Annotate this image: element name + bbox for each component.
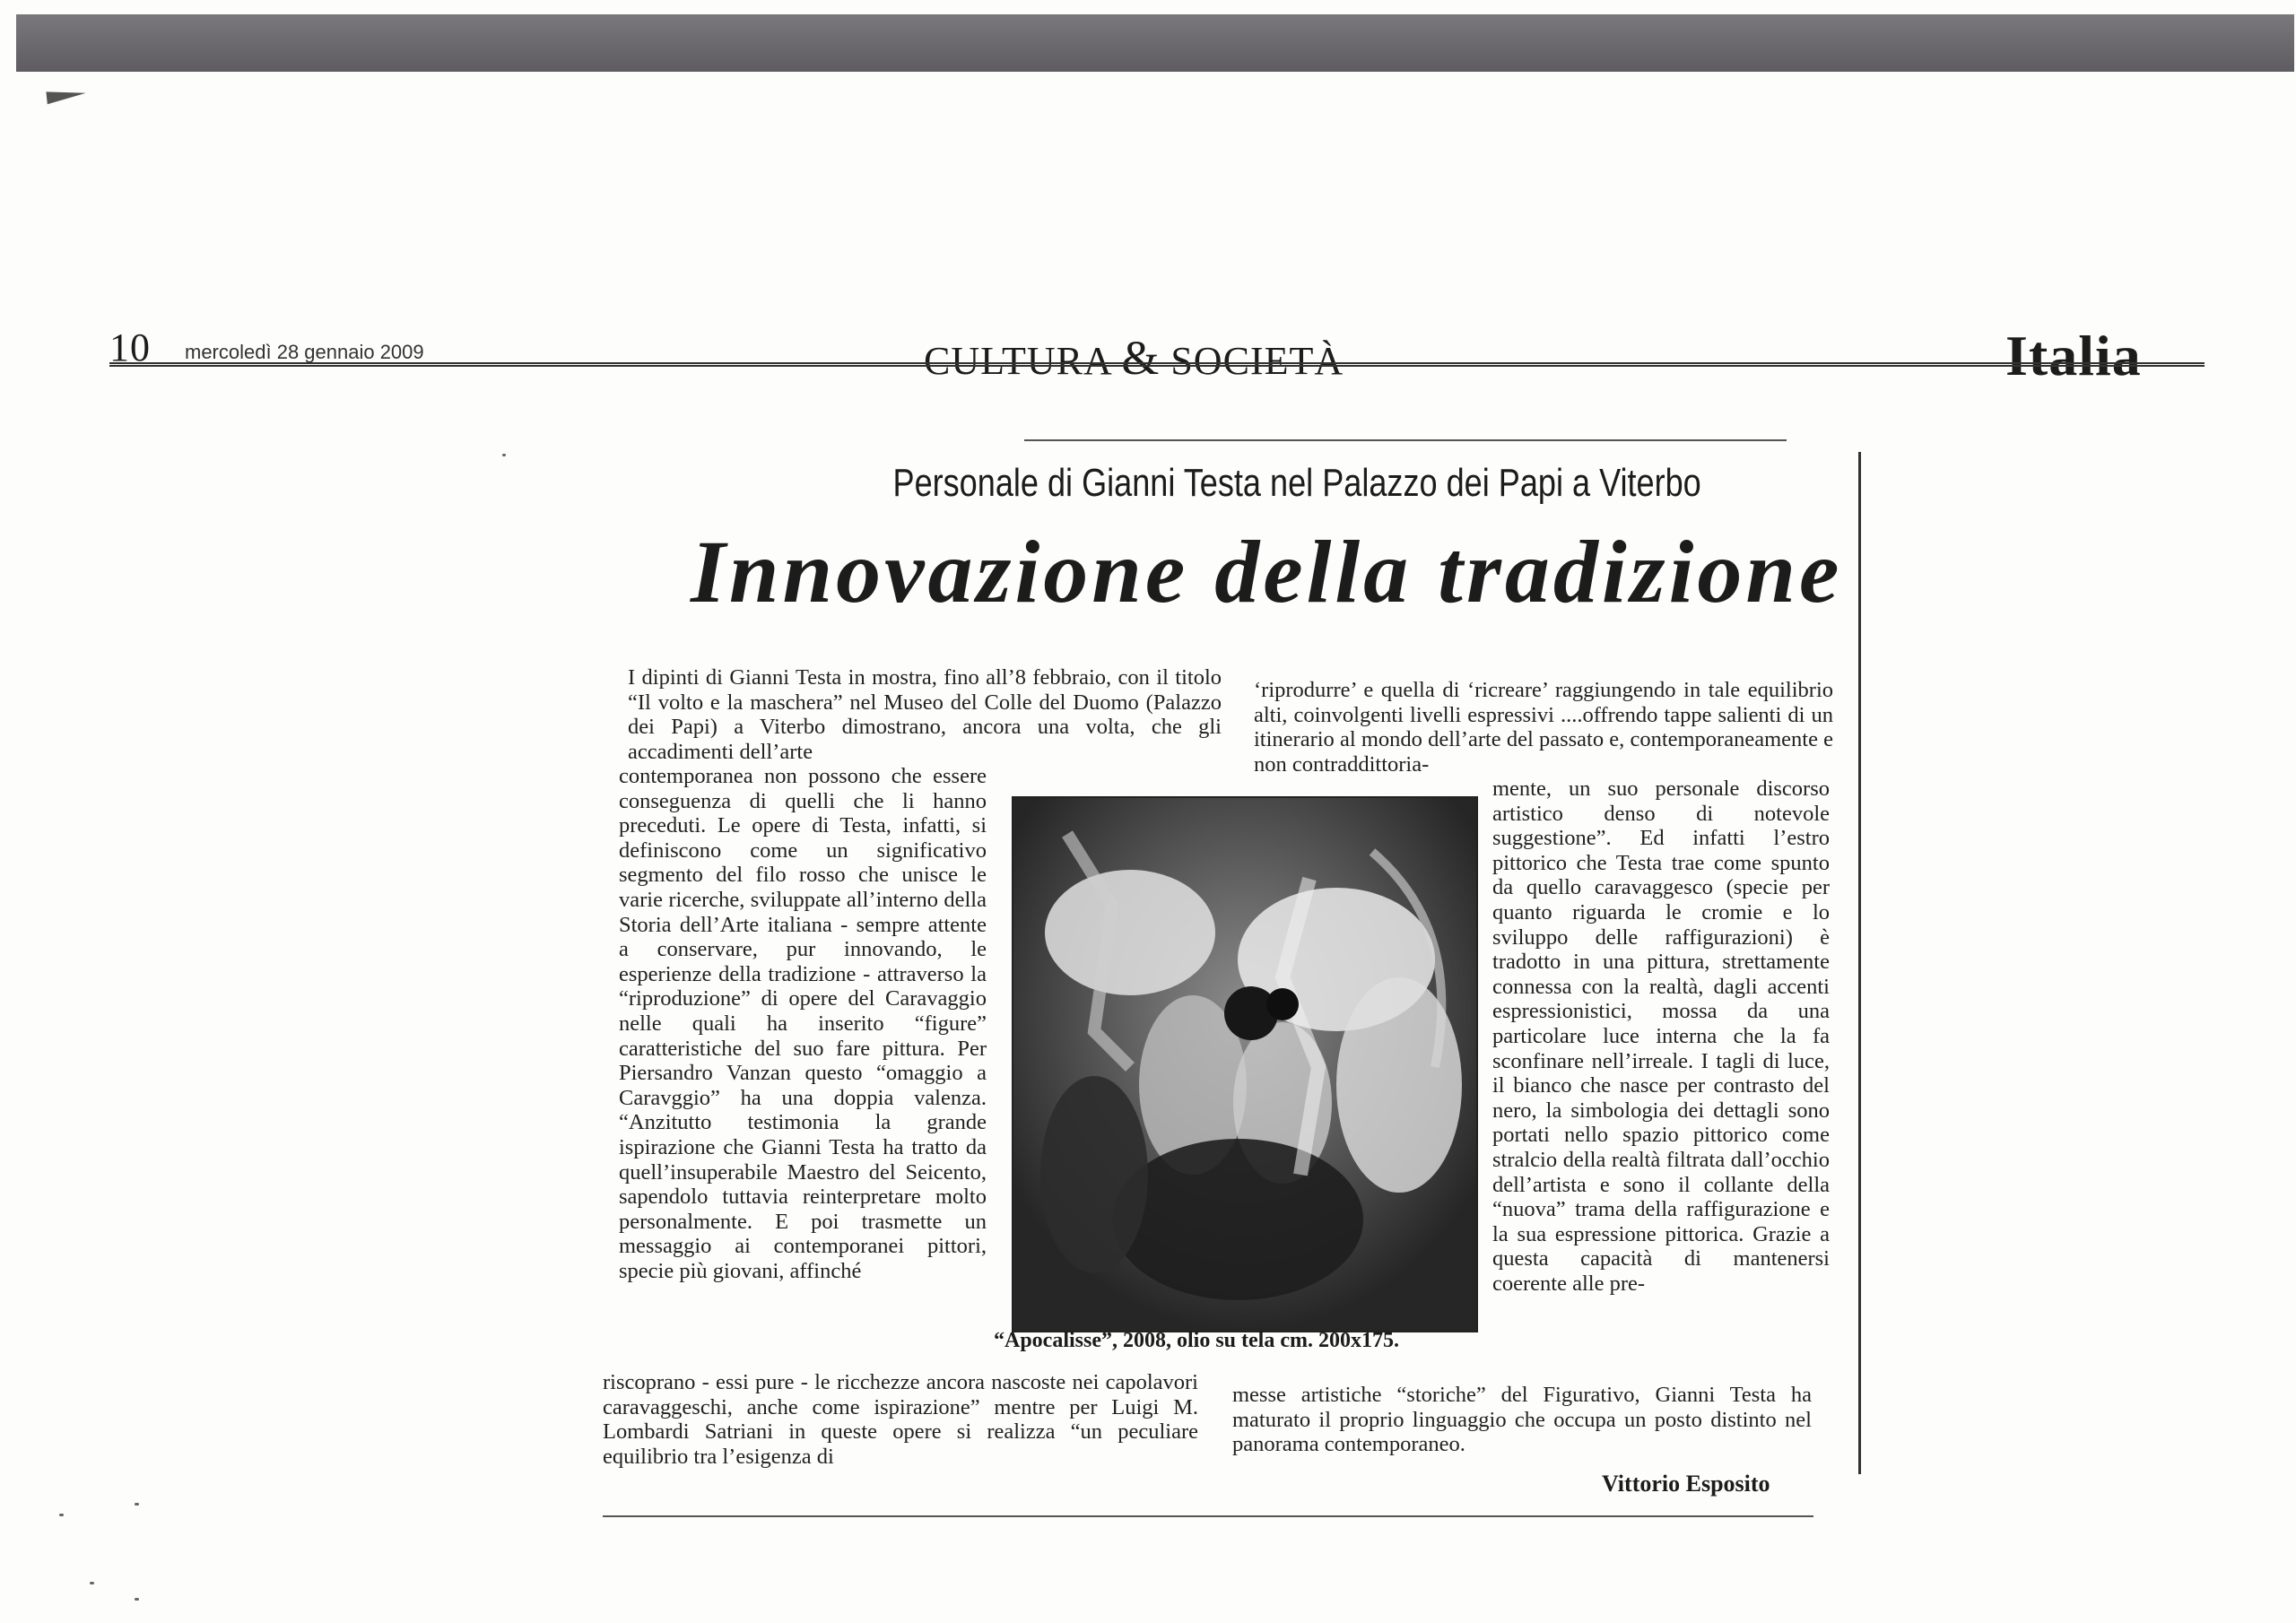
issue-date: mercoledì 28 gennaio 2009	[185, 341, 424, 363]
scan-speck	[135, 1503, 139, 1506]
painting-illustration	[1013, 798, 1476, 1331]
section-right: SOCIETÀ	[1170, 339, 1344, 383]
newspaper-masthead: Italia	[2005, 324, 2142, 387]
clipping-right-rule	[1858, 452, 1861, 1474]
column-2-side	[1492, 777, 1830, 1296]
paragraph: riscoprano - essi pure - le ricchezze ancora nascoste nei capolavori caravaggeschi, anche come ispirazione” mentre per Luigi M. Lombardi Satriani in queste opere si realizza “un peculiare equilibrio tra l’esigenza di	[603, 1370, 1198, 1469]
scan-speck	[59, 1514, 64, 1516]
column-1-top	[628, 665, 1222, 764]
scan-speck	[90, 1582, 94, 1584]
article-byline: Vittorio Esposito	[1602, 1471, 1770, 1497]
scan-speck	[135, 1598, 139, 1601]
photo-caption: “Apocalisse”, 2008, olio su tela cm. 200x175.	[994, 1329, 1399, 1352]
painting-photo	[1012, 796, 1478, 1332]
clipping-top-rule	[1024, 439, 1787, 441]
paragraph: ‘riprodurre’ e quella di ‘ricreare’ raggiungendo in tale equilibrio alti, coinvolgenti livelli espressivi ....offrendo tappe salienti di un itinerario al mondo dell’arte del passato e, contemporaneamente e non contraddittoria-	[1254, 678, 1833, 777]
article-kicker: Personale di Gianni Testa nel Palazzo dei Papi a Viterbo	[892, 461, 1701, 505]
column-1-side	[619, 764, 987, 1283]
column-2-top	[1254, 678, 1833, 777]
section-title	[924, 330, 1344, 386]
clipping-bottom-rule	[603, 1515, 1813, 1517]
paragraph: messe artistiche “storiche” del Figurativo, Gianni Testa ha maturato il proprio linguaggio che occupa un posto distinto nel panorama contemporaneo.	[1232, 1383, 1812, 1457]
header-rule	[109, 362, 2205, 367]
column-2-bottom	[1232, 1383, 1812, 1457]
scan-speck	[502, 454, 506, 456]
column-1-bottom	[603, 1370, 1198, 1469]
section-ampersand: &	[1121, 331, 1161, 385]
article-headline: Innovazione della tradizione	[691, 522, 1843, 621]
paragraph: I dipinti di Gianni Testa in mostra, fino all’8 febbraio, con il titolo “Il volto e la maschera” nel Museo del Colle del Duomo (Palazzo dei Papi) a Viterbo dimostrano, ancora una volta, che gli accadimenti dell’arte	[628, 665, 1222, 764]
paragraph: contemporanea non possono che essere conseguenza di quelli che li hanno preceduti. Le opere di Testa, infatti, si definiscono come un significativo segmento del filo rosso che unisce le varie ricerche, sviluppate all’interno della Storia dell’Arte italiana - sempre attente a conservare, pur innovando, le esperienze della tradizione - attraverso la “riproduzione” di opere del Caravaggio nelle quali ha inserito “figure” caratteristiche del suo fare pittura. Per Piersandro Vanzan questo “omaggio a Caravggio” ha una doppia valenza. “Anzitutto testimonia la grande ispirazione che Gianni Testa ha tratto da quell’insuperabile Maestro del Seicento, sapendolo tuttavia reinterpretare molto personalmente. E poi trasmette un messaggio ai contemporanei pittori, specie più giovani, affinché	[619, 764, 987, 1283]
section-left: CULTURA	[924, 339, 1111, 383]
paragraph: mente, un suo personale discorso artistico denso di notevole suggestione”. Ed infatti l’estro pittorico che Testa trae come spunto da quello caravaggesco (specie per quanto riguarda le cromie e lo sviluppo delle raffigurazioni) è tradotto in una pittura, strettamente connessa con la realtà, dagli accenti espressionistici, mossa da una particolare luce interna che la fa sconfinare nell’irreale. I tagli di luce, il bianco che nasce per contrasto del nero, la simbologia dei dettagli sono portati nello spazio pittorico come stralcio della realtà filtrata dall’occhio dell’artista e sono il collante della “nuova” trama della raffigurazione e la sua espressione pittorica. Grazie a questa capacità di mantenersi coerente alle pre-	[1492, 777, 1830, 1296]
scan-fold-mark	[46, 88, 86, 105]
scanner-top-bar	[16, 14, 2294, 72]
page-number: 10	[109, 325, 151, 369]
